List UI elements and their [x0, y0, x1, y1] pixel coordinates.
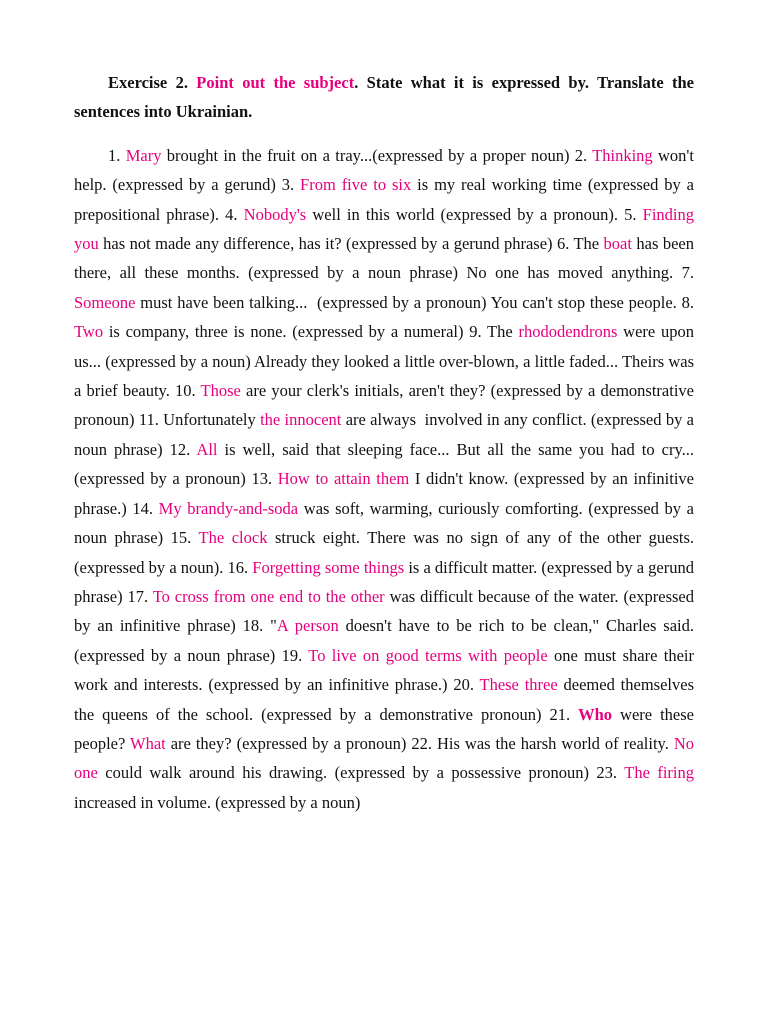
highlighted-subject: the innocent: [260, 410, 342, 430]
highlighted-subject: How to attain them: [277, 469, 410, 489]
text-segment: were these people?: [74, 704, 694, 753]
text-segment: are your clerk's initials, aren't they? (expressed by a demonstrative pronoun) 11. Unfortunately: [74, 381, 694, 430]
highlighted-subject: Two: [74, 322, 104, 342]
highlighted-subject: Point out the subject: [196, 73, 355, 92]
text-segment: are they? (expressed by a pronoun) 22. His was the harsh world of reality.: [165, 733, 674, 753]
text-segment: . State what it is expressed by. Translate the sentences into Ukrainian.: [74, 73, 694, 122]
highlighted-subject: boat: [603, 234, 632, 254]
highlighted-subject: Thinking: [592, 145, 653, 165]
text-segment: deemed themselves the queens of the school. (expressed by a demonstrative pronoun) 21.: [74, 675, 694, 724]
highlighted-subject: What: [130, 733, 166, 753]
highlighted-subject: Mary: [125, 145, 162, 165]
text-segment: were upon us... (expressed by a noun) Already they looked a little over-blown, a little faded... Theirs was a brief beauty. 10.: [74, 322, 694, 401]
text-segment: brought in the fruit on a tray...(expressed by a proper noun) 2.: [161, 145, 593, 165]
text-segment: is a difficult matter. (expressed by a gerund phrase) 17.: [74, 557, 694, 606]
highlighted-subject: From five to six: [300, 175, 412, 195]
highlighted-subject: No one: [74, 733, 694, 783]
text-segment: has been there, all these months. (expressed by a noun phrase) No one has moved anything. 7.: [74, 234, 694, 283]
highlighted-subject: Who: [578, 704, 613, 724]
highlighted-subject: A person: [276, 616, 339, 636]
exercise-heading: [74, 68, 694, 127]
highlighted-subject: Those: [200, 381, 241, 401]
highlighted-subject: My brandy-and-soda: [158, 498, 299, 518]
highlighted-subject: Someone: [74, 292, 136, 312]
text-segment: increased in volume. (expressed by a noun): [74, 792, 361, 812]
text-segment: was soft, warming, curiously comforting. (expressed by a noun phrase) 15.: [74, 498, 695, 548]
text-segment: 1.: [108, 145, 126, 165]
highlighted-subject: The clock: [198, 528, 268, 548]
highlighted-subject: Forgetting some things: [252, 557, 405, 577]
text-segment: one must share their work and interests. (expressed by an infinitive phrase.) 20.: [74, 645, 694, 695]
text-segment: well in this world (expressed by a pronoun). 5.: [306, 204, 643, 224]
text-segment: is my real working time (expressed by a prepositional phrase). 4.: [74, 175, 694, 224]
text-segment: won't help. (expressed by a gerund) 3.: [74, 145, 694, 195]
text-segment: is well, said that sleeping face... But all the same you had to cry... (expressed by a pronoun) 13.: [74, 439, 695, 489]
text-segment: is company, three is none. (expressed by a numeral) 9. The: [103, 322, 519, 342]
highlighted-subject: Finding you: [74, 204, 694, 254]
text-segment: are always involved in any conflict. (expressed by a noun phrase) 12.: [74, 410, 694, 459]
text-segment: I didn't know. (expressed by an infinitive phrase.) 14.: [74, 469, 694, 518]
exercise-body: [74, 141, 694, 817]
text-segment: struck eight. There was no sign of any of the other guests. (expressed by a noun). 16.: [74, 528, 694, 577]
highlighted-subject: To live on good terms with people: [308, 645, 548, 665]
text-segment: must have been talking... (expressed by a pronoun) You can't stop these people. 8.: [135, 292, 694, 312]
highlighted-subject: These three: [479, 675, 558, 695]
text-segment: Exercise 2.: [108, 73, 197, 92]
highlighted-subject: The firing: [624, 763, 695, 783]
highlighted-subject: To cross from one end to the other: [152, 586, 385, 606]
highlighted-subject: All: [196, 439, 218, 459]
highlighted-subject: Nobody's: [243, 204, 307, 224]
text-segment: has not made any difference, has it? (expressed by a gerund phrase) 6. The: [98, 234, 604, 254]
text-segment: could walk around his drawing. (expressed by a possessive pronoun) 23.: [97, 763, 625, 783]
text-segment: doesn't have to be rich to be clean," Charles said. (expressed by a noun phrase) 19.: [74, 616, 694, 665]
document-page: [74, 68, 694, 817]
text-segment: was difficult because of the water. (expressed by an infinitive phrase) 18. ": [74, 586, 694, 636]
highlighted-subject: rhododendrons: [518, 322, 618, 342]
